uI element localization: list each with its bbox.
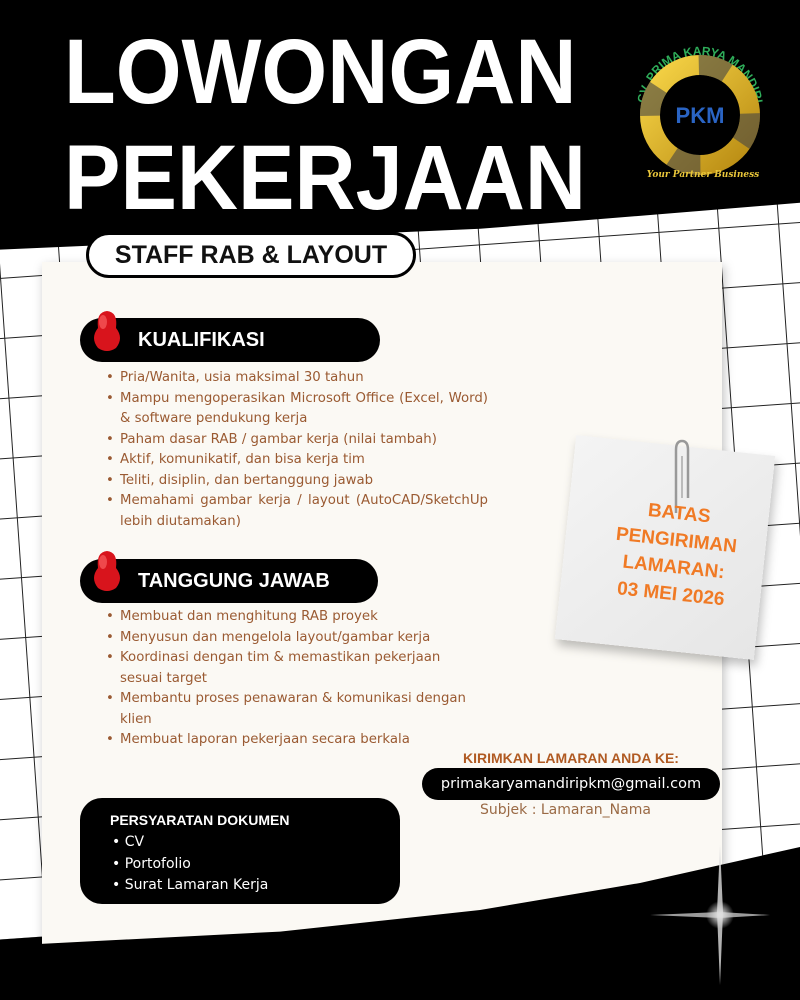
deadline-date: 03 MEI 2026	[616, 578, 726, 611]
list-item: • Mampu mengoperasikan Microsoft Office (Excel, Word) & software pendukung kerja	[106, 389, 488, 430]
sparkle-icon	[650, 840, 770, 990]
position-title-pill	[86, 232, 416, 278]
title-line-1: LOWONGAN	[64, 21, 577, 123]
documents-list	[112, 832, 268, 897]
logo-monogram: PKM	[675, 103, 725, 128]
documents-title: PERSYARATAN DOKUMEN	[110, 812, 290, 828]
logo-tagline: Your Partner Business	[646, 170, 760, 180]
responsibilities-title: TANGGUNG JAWAB	[138, 569, 330, 592]
company-logo	[625, 30, 775, 190]
logo-company-arc: CV. PRIMA KARYA MANDIRI	[634, 43, 766, 105]
position-title: STAFF RAB & LAYOUT	[114, 240, 388, 269]
email-address[interactable]: primakaryamandiripkm@gmail.com	[440, 776, 702, 792]
responsibilities-list	[106, 607, 486, 751]
email-subject: Subjek : Lamaran_Nama	[480, 802, 651, 818]
required-documents-box	[80, 798, 400, 904]
list-item: • Paham dasar RAB / gambar kerja (nilai tambah)	[106, 430, 488, 451]
qualifications-title: KUALIFIKASI	[138, 328, 265, 351]
list-item: • Portofolio	[112, 854, 268, 876]
list-item: • Membuat dan menghitung RAB proyek	[106, 607, 486, 628]
list-item: • Memahami gambar kerja / layout (AutoCAD/SketchUp lebih diutamakan)	[106, 491, 488, 532]
title-line-2: PEKERJAAN	[64, 127, 587, 229]
list-item: • Koordinasi dengan tim & memastikan pekerjaan sesuai target	[106, 648, 486, 689]
qualifications-list	[106, 368, 488, 532]
send-application-label: KIRIMKAN LAMARAN ANDA KE:	[463, 750, 679, 766]
deadline-line-3: LAMARAN:	[621, 551, 726, 584]
list-item: • CV	[112, 832, 268, 854]
deadline-line-1: BATAS	[646, 500, 712, 528]
red-pushpin-icon	[86, 548, 128, 598]
list-item: • Teliti, disiplin, dan bertanggung jawab	[106, 471, 488, 492]
red-pushpin-icon	[86, 308, 128, 358]
list-item: • Aktif, komunikatif, dan bisa kerja tim	[106, 450, 488, 471]
list-item: • Membantu proses penawaran & komunikasi dengan klien	[106, 689, 486, 730]
list-item: • Surat Lamaran Kerja	[112, 875, 268, 897]
list-item: • Membuat laporan pekerjaan secara berkala	[106, 730, 486, 751]
email-address-pill[interactable]	[422, 768, 720, 800]
list-item: • Pria/Wanita, usia maksimal 30 tahun	[106, 368, 488, 389]
deadline-line-2: PENGIRIMAN	[614, 523, 738, 558]
list-item: • Menyusun dan mengelola layout/gambar kerja	[106, 628, 486, 649]
deadline-text	[585, 491, 765, 616]
